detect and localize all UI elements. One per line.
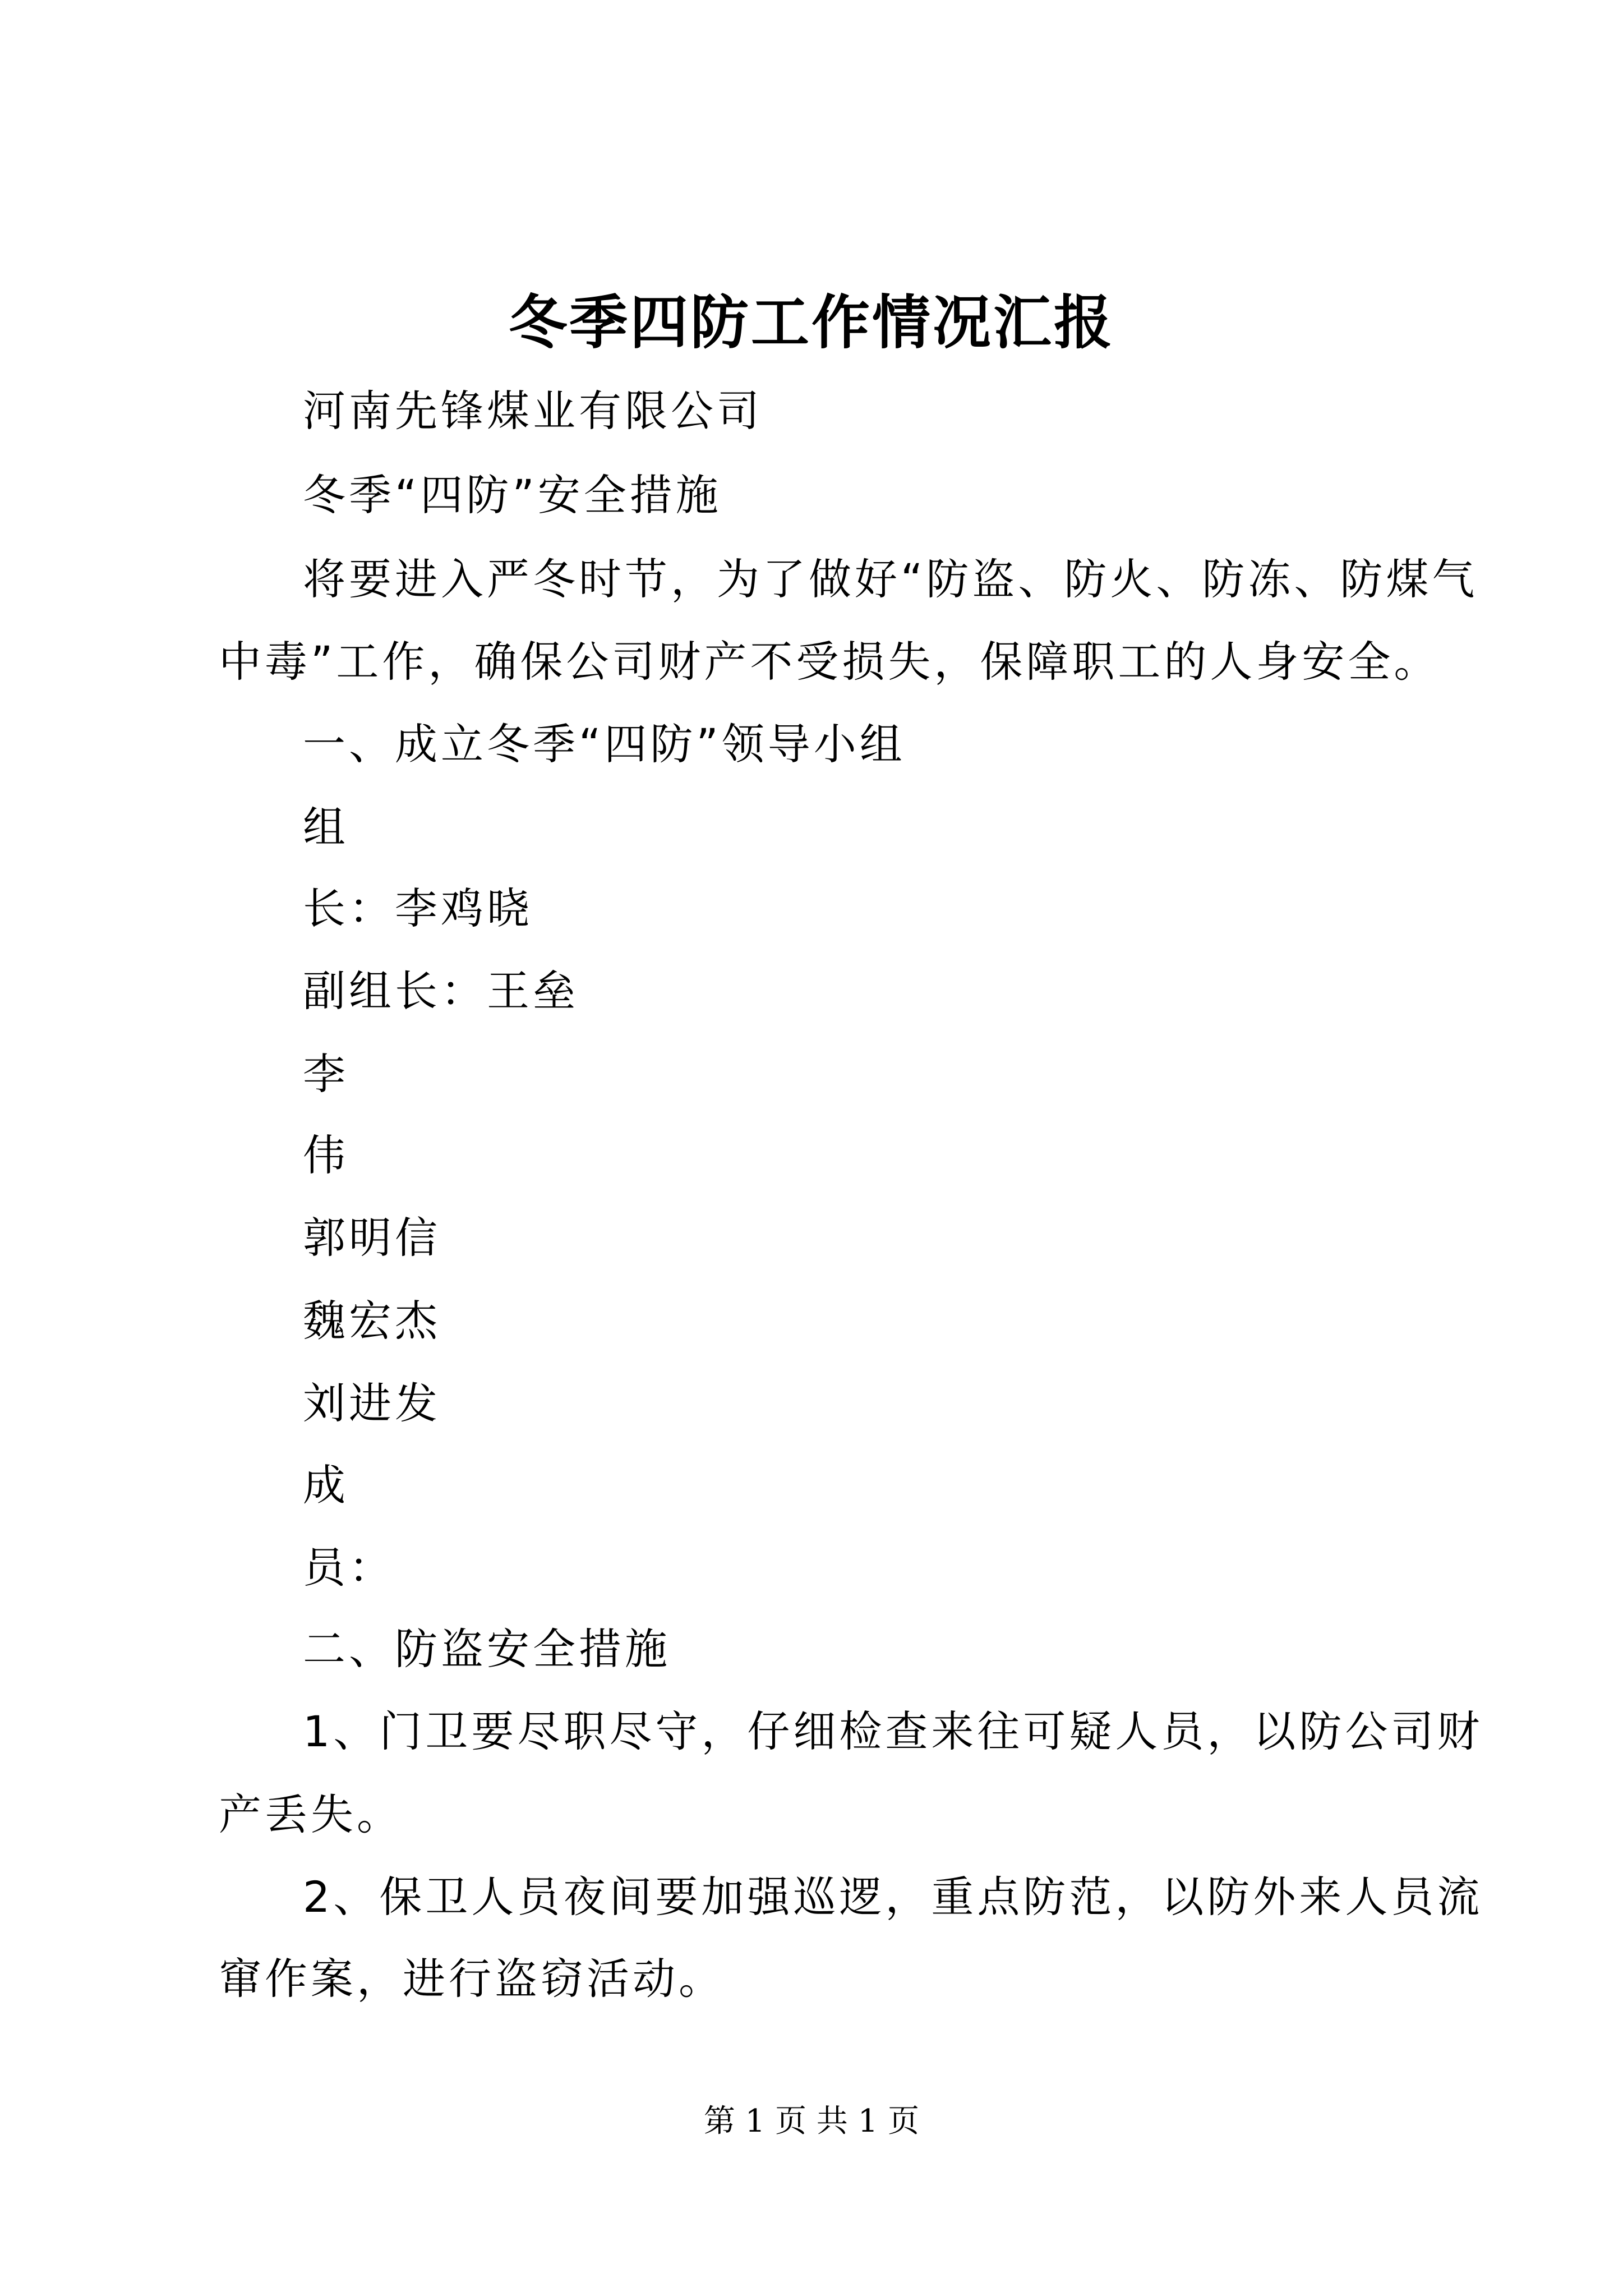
page-footer: 第 1 页 共 1 页 bbox=[703, 2103, 920, 2139]
document-title: 冬季四防工作情况汇报 bbox=[508, 288, 1114, 357]
body-line: 长：李鸡晓 bbox=[303, 884, 533, 933]
list-item-line: 1、门卫要尽职尽守，仔细检查来往可疑人员，以防公司财 bbox=[303, 1706, 1483, 1756]
list-item-line: 2、保卫人员夜间要加强巡逻，重点防范，以防外来人员流 bbox=[303, 1872, 1483, 1922]
body-line: 魏宏杰 bbox=[303, 1296, 441, 1346]
body-line: 组 bbox=[303, 802, 349, 852]
body-line: 郭明信 bbox=[303, 1213, 441, 1263]
body-line: 员： bbox=[303, 1543, 395, 1593]
body-line: 成 bbox=[303, 1460, 349, 1510]
section-subtitle: 冬季“四防”安全措施 bbox=[303, 470, 722, 520]
intro-paragraph-line: 中毒”工作，确保公司财产不受损失，保障职工的人身安全。 bbox=[219, 637, 1440, 687]
body-line: 伟 bbox=[303, 1130, 349, 1180]
list-item-line: 产丢失。 bbox=[219, 1789, 403, 1839]
list-item-line: 窜作案，进行盗窃活动。 bbox=[219, 1954, 725, 2004]
intro-paragraph-line: 将要进入严冬时节，为了做好“防盗、防火、防冻、防煤气 bbox=[303, 554, 1478, 604]
company-name: 河南先锋煤业有限公司 bbox=[303, 386, 763, 436]
body-line: 李 bbox=[303, 1049, 349, 1099]
body-line: 副组长：王垒 bbox=[303, 966, 579, 1016]
body-line: 刘进发 bbox=[303, 1378, 441, 1428]
section-heading: 一、成立冬季“四防”领导小组 bbox=[303, 719, 906, 769]
section-heading: 二、防盗安全措施 bbox=[303, 1624, 671, 1674]
